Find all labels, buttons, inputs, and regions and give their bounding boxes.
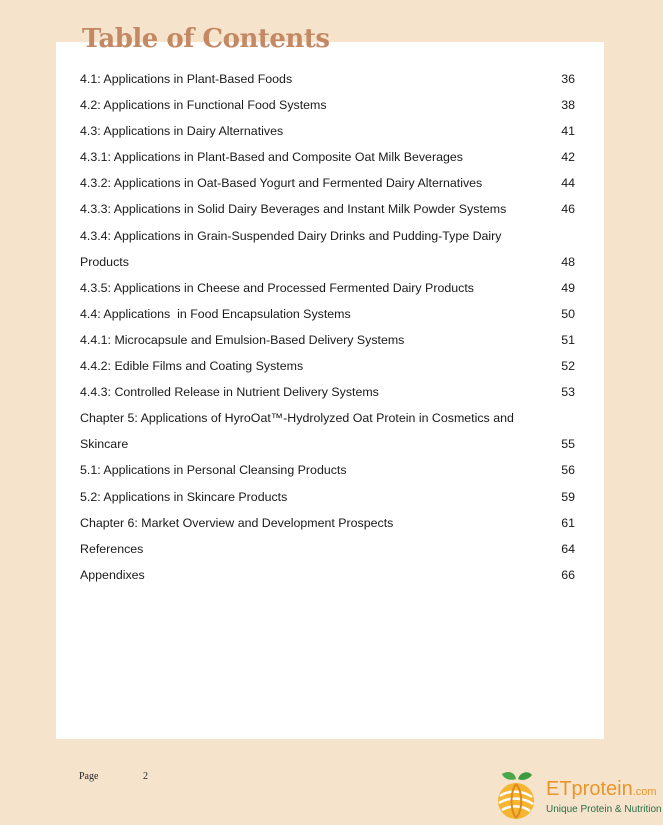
toc-entry-title: 4.3.2: Applications in Oat-Based Yogurt and Fermented Dairy Alternatives [80,176,483,191]
toc-entry-title: 4.3.4: Applications in Grain-Suspended Dairy Drinks and Pudding-Type Dairy Products [80,228,505,269]
page-footer [79,771,148,782]
toc-entry-title: 5.1: Applications in Personal Cleansing Products [80,463,347,478]
toc-entry[interactable] [80,353,575,379]
toc-entry-page: 51 [561,332,575,347]
toc-entry-title: 5.2: Applications in Skincare Products [80,489,288,504]
toc-title: Table of Contents [82,24,330,54]
toc-entry-page: 38 [561,98,575,113]
toc-entry-title: 4.4: Applications in Food Encapsulation Systems [80,306,351,321]
toc-entry-page: 53 [561,385,575,400]
toc-entry-page: 52 [561,359,575,374]
toc-entry-title: 4.2: Applications in Functional Food Systems [80,98,327,113]
toc-entry[interactable] [80,536,575,562]
toc-entry[interactable] [80,327,575,353]
toc-entry-page: 64 [561,541,575,556]
toc-entry-page: 49 [561,280,575,295]
brand-name-text: ETprotein [546,778,633,800]
toc-entry-title: Chapter 5: Applications of HyroOat™-Hydrolyzed Oat Protein in Cosmetics and Skincare [80,411,518,452]
toc-entry-page: 61 [561,515,575,530]
toc-entry-title: Chapter 6: Market Overview and Development Prospects [80,515,394,530]
toc-entry-title: Appendixes [80,567,145,582]
brand-logo [488,770,663,822]
toc-entry[interactable] [80,301,575,327]
toc-entry-title: 4.3: Applications in Dairy Alternatives [80,124,284,139]
toc-entry[interactable] [80,144,575,170]
toc-entry[interactable] [80,405,575,457]
toc-entry-page: 50 [561,306,575,321]
toc-entry[interactable] [80,275,575,301]
page-number: 2 [143,771,148,782]
toc-entry[interactable] [80,379,575,405]
toc-entry-title: 4.3.1: Applications in Plant-Based and Composite Oat Milk Beverages [80,150,463,165]
toc-entry-title: 4.4.2: Edible Films and Coating Systems [80,359,304,374]
toc-entry-page: 59 [561,489,575,504]
toc-entry-title: 4.4.1: Microcapsule and Emulsion-Based Delivery Systems [80,332,405,347]
toc-entry-title: References [80,541,144,556]
toc-entry-title: 4.3.3: Applications in Solid Dairy Beverages and Instant Milk Powder Systems [80,202,507,217]
toc-list [80,66,575,588]
toc-entry-page: 56 [561,463,575,478]
toc-entry-page: 48 [561,254,575,269]
toc-entry-title: 4.1: Applications in Plant-Based Foods [80,72,293,86]
brand-suffix: .com [632,786,657,798]
toc-entry[interactable] [80,170,575,196]
toc-entry[interactable] [80,223,575,275]
toc-entry[interactable] [80,562,575,588]
toc-entry-page: 66 [561,567,575,582]
toc-entry-page: 42 [561,150,575,165]
toc-entry-page: 55 [561,437,575,452]
toc-entry-page: 46 [561,202,575,217]
toc-entry[interactable] [80,484,575,510]
toc-entry[interactable] [80,118,575,144]
orange-fruit-logo-icon [488,770,542,822]
page-label: Page [79,771,99,782]
brand-tagline: Unique Protein & Nutrition [546,804,662,815]
brand-name [546,778,657,803]
toc-entry[interactable] [80,510,575,536]
toc-entry-page: 41 [561,124,575,139]
toc-entry-title: 4.3.5: Applications in Cheese and Processed Fermented Dairy Products [80,280,474,295]
toc-entry-page: 36 [561,72,575,86]
toc-entry[interactable] [80,92,575,118]
toc-entry[interactable] [80,457,575,483]
toc-entry[interactable] [80,66,575,92]
toc-entry[interactable] [80,196,575,222]
toc-entry-page: 44 [561,176,575,191]
toc-entry-title: 4.4.3: Controlled Release in Nutrient Delivery Systems [80,385,379,400]
